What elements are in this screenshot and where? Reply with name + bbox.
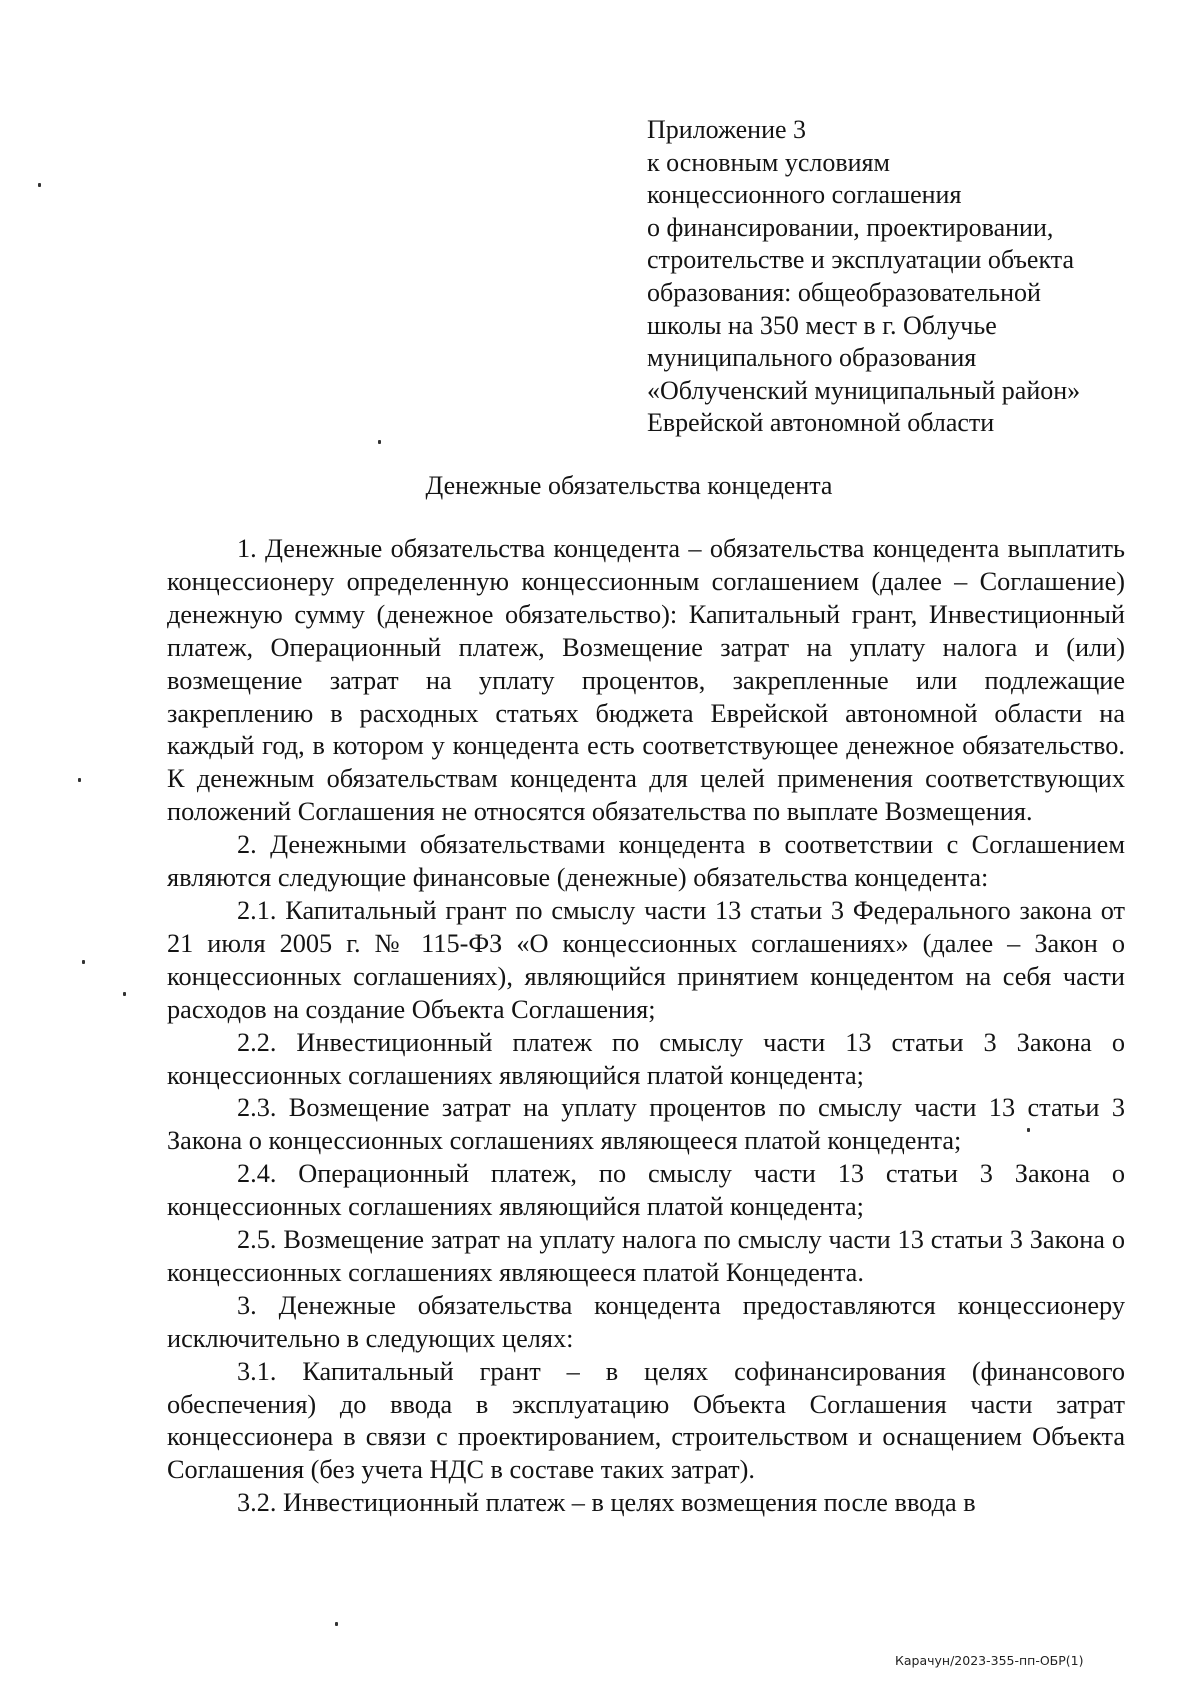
scan-speck [38,183,41,187]
paragraph-2-1: 2.1. Капитальный грант по смыслу части 13 статьи 3 Федерального закона от 21 июля 2005 г. № 115-ФЗ «О концессионных соглашениях» (далее – Закон о концессионных соглашениях), являющийся принятием концедентом на себя части расходов на создание Объекта Соглашения; [167,895,1125,1024]
document-id-footer: Карачун/2023-355-пп-ОБР(1) [895,1653,1084,1668]
document-body [167,533,1125,1520]
header-line: образования: общеобразовательной [647,277,1041,307]
header-line: Приложение 3 [647,115,807,144]
paragraph-3-2: 3.2. Инвестиционный платеж – в целях возмещения после ввода в [237,1488,976,1518]
scan-speck [335,1622,338,1626]
header-line: Еврейской автономной области [647,408,995,438]
paragraph-2-5: 2.5. Возмещение затрат на уплату налога по смыслу части 13 статьи 3 Закона о концессионных соглашениях являющееся платой Концедента. [167,1225,1125,1287]
paragraph-2-3: 2.3. Возмещение затрат на уплату процентов по смыслу части 13 статьи 3 Закона о концессионных соглашениях являющееся платой концедента; [167,1093,1125,1156]
scan-speck [82,960,85,964]
paragraph-2-2: 2.2. Инвестиционный платеж по смыслу части 13 статьи 3 Закона о концессионных соглашениях являющийся платой концедента; [167,1027,1125,1090]
paragraph-2: 2. Денежными обязательствами концедента в соответствии с Соглашением являются следующие финансовые (денежные) обязательства концедента: [167,830,1125,893]
scan-speck [78,778,81,782]
paragraph-1: 1. Денежные обязательства концедента – обязательства концедента выплатить концессионеру определенную концессионным соглашением (далее – Соглашение) денежную сумму (денежное обязательство): Капитальный грант, Инвестиционный платеж, Операционный платеж, Возмещение затрат на уплату налога и (или) возмещение затрат на уплату процентов, закрепленные или подлежащие закреплению в расходных статьях бюджета Еврейской автономной области на каждый год, в котором у концедента есть соответствующее денежное обязательство. К денежным обязательствам концедента для целей применения соответствующих положений Соглашения не относятся обязательства по выплате Возмещения. [167,534,1125,827]
scan-speck [378,440,381,444]
document-title: Денежные обязательства концедента [425,471,833,500]
header-line: строительстве и эксплуатации объекта [647,245,1074,275]
header-line: о финансировании, проектировании, [647,212,1054,242]
paragraph-3: 3. Денежные обязательства концедента предоставляются концессионеру исключительно в следующих целях: [167,1290,1125,1353]
header-line: школы на 350 мест в г. Облучье [647,310,997,340]
scan-speck [1027,1128,1030,1132]
header-line: концессионного соглашения [647,180,962,210]
scan-speck [123,992,126,996]
header-line: муниципального образования [647,343,977,373]
paragraph-3-1: 3.1. Капитальный грант – в целях софинансирования (финансового обеспечения) до ввода в эксплуатацию Объекта Соглашения части затрат концессионера в связи с проектированием, строительством и оснащением Объекта Соглашения (без учета НДС в составе таких затрат). [167,1356,1125,1485]
header-line: к основным условиям [647,147,890,177]
paragraph-2-4: 2.4. Операционный платеж, по смыслу части 13 статьи 3 Закона о концессионных соглашениях являющийся платой концедента; [167,1159,1125,1222]
appendix-header [647,114,1167,440]
header-line: «Облученский муниципальный район» [647,375,1081,405]
